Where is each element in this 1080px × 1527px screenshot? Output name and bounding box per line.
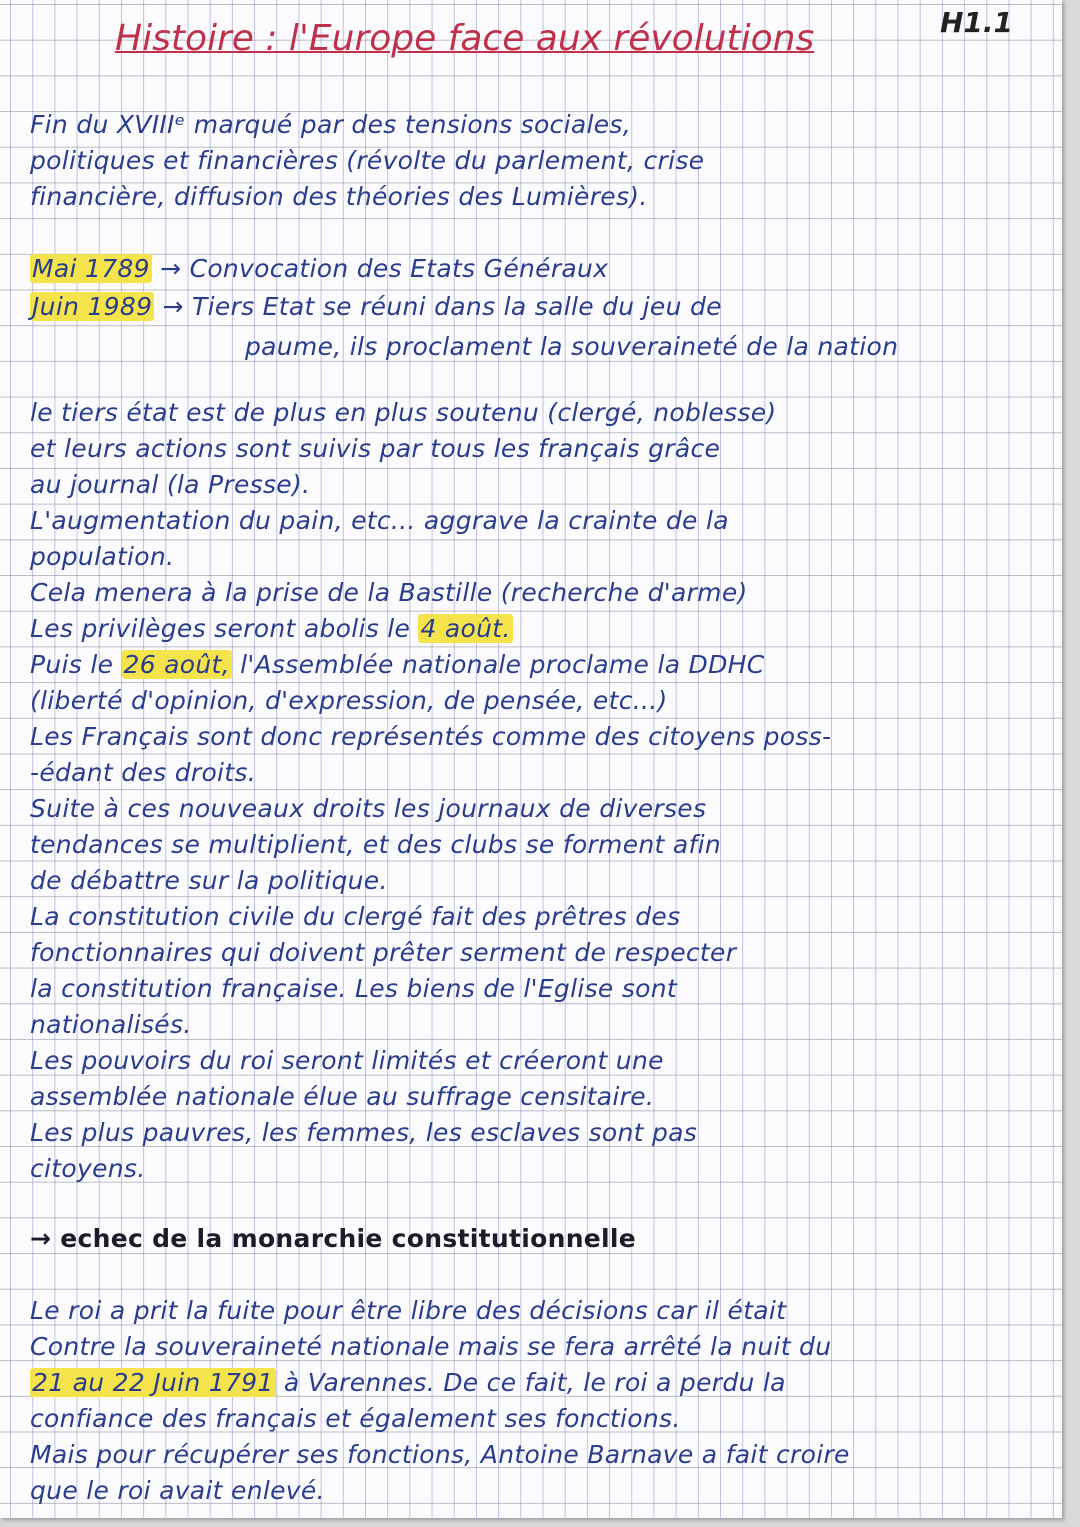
timeline-entry <box>30 292 722 322</box>
note-line <box>30 614 513 644</box>
note-line: La constitution civile du clergé fait des prêtres des <box>30 902 681 931</box>
note-line: tendances se multiplient, et des clubs se forment afin <box>30 830 721 859</box>
timeline-entry <box>30 254 608 284</box>
note-line: au journal (la Presse). <box>30 470 311 499</box>
note-line: population. <box>30 542 175 571</box>
highlighted-date: 21 au 22 Juin 1791 <box>32 1368 274 1397</box>
note-line: assemblée nationale élue au suffrage censitaire. <box>30 1082 655 1111</box>
page-title: Histoire : l'Europe face aux révolutions <box>115 18 815 59</box>
timeline-text: Tiers Etat se réuni dans la salle du jeu de <box>192 292 722 321</box>
note-line: fonctionnaires qui doivent prêter serment de respecter <box>30 938 737 967</box>
note-line: nationalisés. <box>30 1010 192 1039</box>
note-line: citoyens. <box>30 1154 146 1183</box>
note-line: Les plus pauvres, les femmes, les esclaves sont pas <box>30 1118 698 1147</box>
timeline-continuation: paume, ils proclament la souveraineté de la nation <box>245 332 899 361</box>
note-text: l'Assemblée nationale proclame la DDHC <box>231 650 765 679</box>
page-reference: H1.1 <box>940 6 1014 39</box>
intro-line: politiques et financières (révolte du parlement, crise <box>30 146 705 175</box>
intro-line: Fin du XVIIIᵉ marqué par des tensions sociales, <box>30 110 631 139</box>
note-line: Les pouvoirs du roi seront limités et créeront une <box>30 1046 664 1075</box>
highlighted-date: 26 août, <box>123 650 230 679</box>
timeline-date: Mai 1789 <box>32 254 150 283</box>
note-line: Mais pour récupérer ses fonctions, Antoine Barnave a fait croire <box>30 1440 850 1469</box>
note-line: L'augmentation du pain, etc... aggrave la crainte de la <box>30 506 729 535</box>
timeline-text: Convocation des Etats Généraux <box>189 254 609 283</box>
note-line <box>30 1368 786 1398</box>
note-line: (liberté d'opinion, d'expression, de pensée, etc...) <box>30 686 668 715</box>
note-line: le tiers état est de plus en plus soutenu (clergé, noblesse) <box>30 398 777 427</box>
note-line: confiance des français et également ses fonctions. <box>30 1404 681 1433</box>
timeline-date: Juin 1989 <box>32 292 153 321</box>
note-text: à Varennes. De ce fait, le roi a perdu la <box>275 1368 786 1397</box>
note-line: que le roi avait enlevé. <box>30 1476 325 1505</box>
note-line <box>30 650 765 680</box>
note-line: Les Français sont donc représentés comme des citoyens poss- <box>30 722 832 751</box>
intro-line: financière, diffusion des théories des Lumières). <box>30 182 648 211</box>
note-line: la constitution française. Les biens de l'Eglise sont <box>30 974 677 1003</box>
arrow-icon: → <box>162 292 184 321</box>
note-text: Puis le <box>30 650 122 679</box>
note-text: Les privilèges seront abolis le <box>30 614 419 643</box>
note-line: -édant des droits. <box>30 758 256 787</box>
section-heading: → echec de la monarchie constitutionnelle <box>30 1224 637 1253</box>
note-line: Cela menera à la prise de la Bastille (recherche d'arme) <box>30 578 748 607</box>
highlighted-date: 4 août. <box>420 614 511 643</box>
note-line: de débattre sur la politique. <box>30 866 388 895</box>
note-line: Suite à ces nouveaux droits les journaux de diverses <box>30 794 707 823</box>
arrow-icon: → <box>160 254 182 283</box>
note-line: et leurs actions sont suivis par tous les français grâce <box>30 434 721 463</box>
note-line: Le roi a prit la fuite pour être libre des décisions car il était <box>30 1296 787 1325</box>
note-line: Contre la souveraineté nationale mais se fera arrêté la nuit du <box>30 1332 832 1361</box>
